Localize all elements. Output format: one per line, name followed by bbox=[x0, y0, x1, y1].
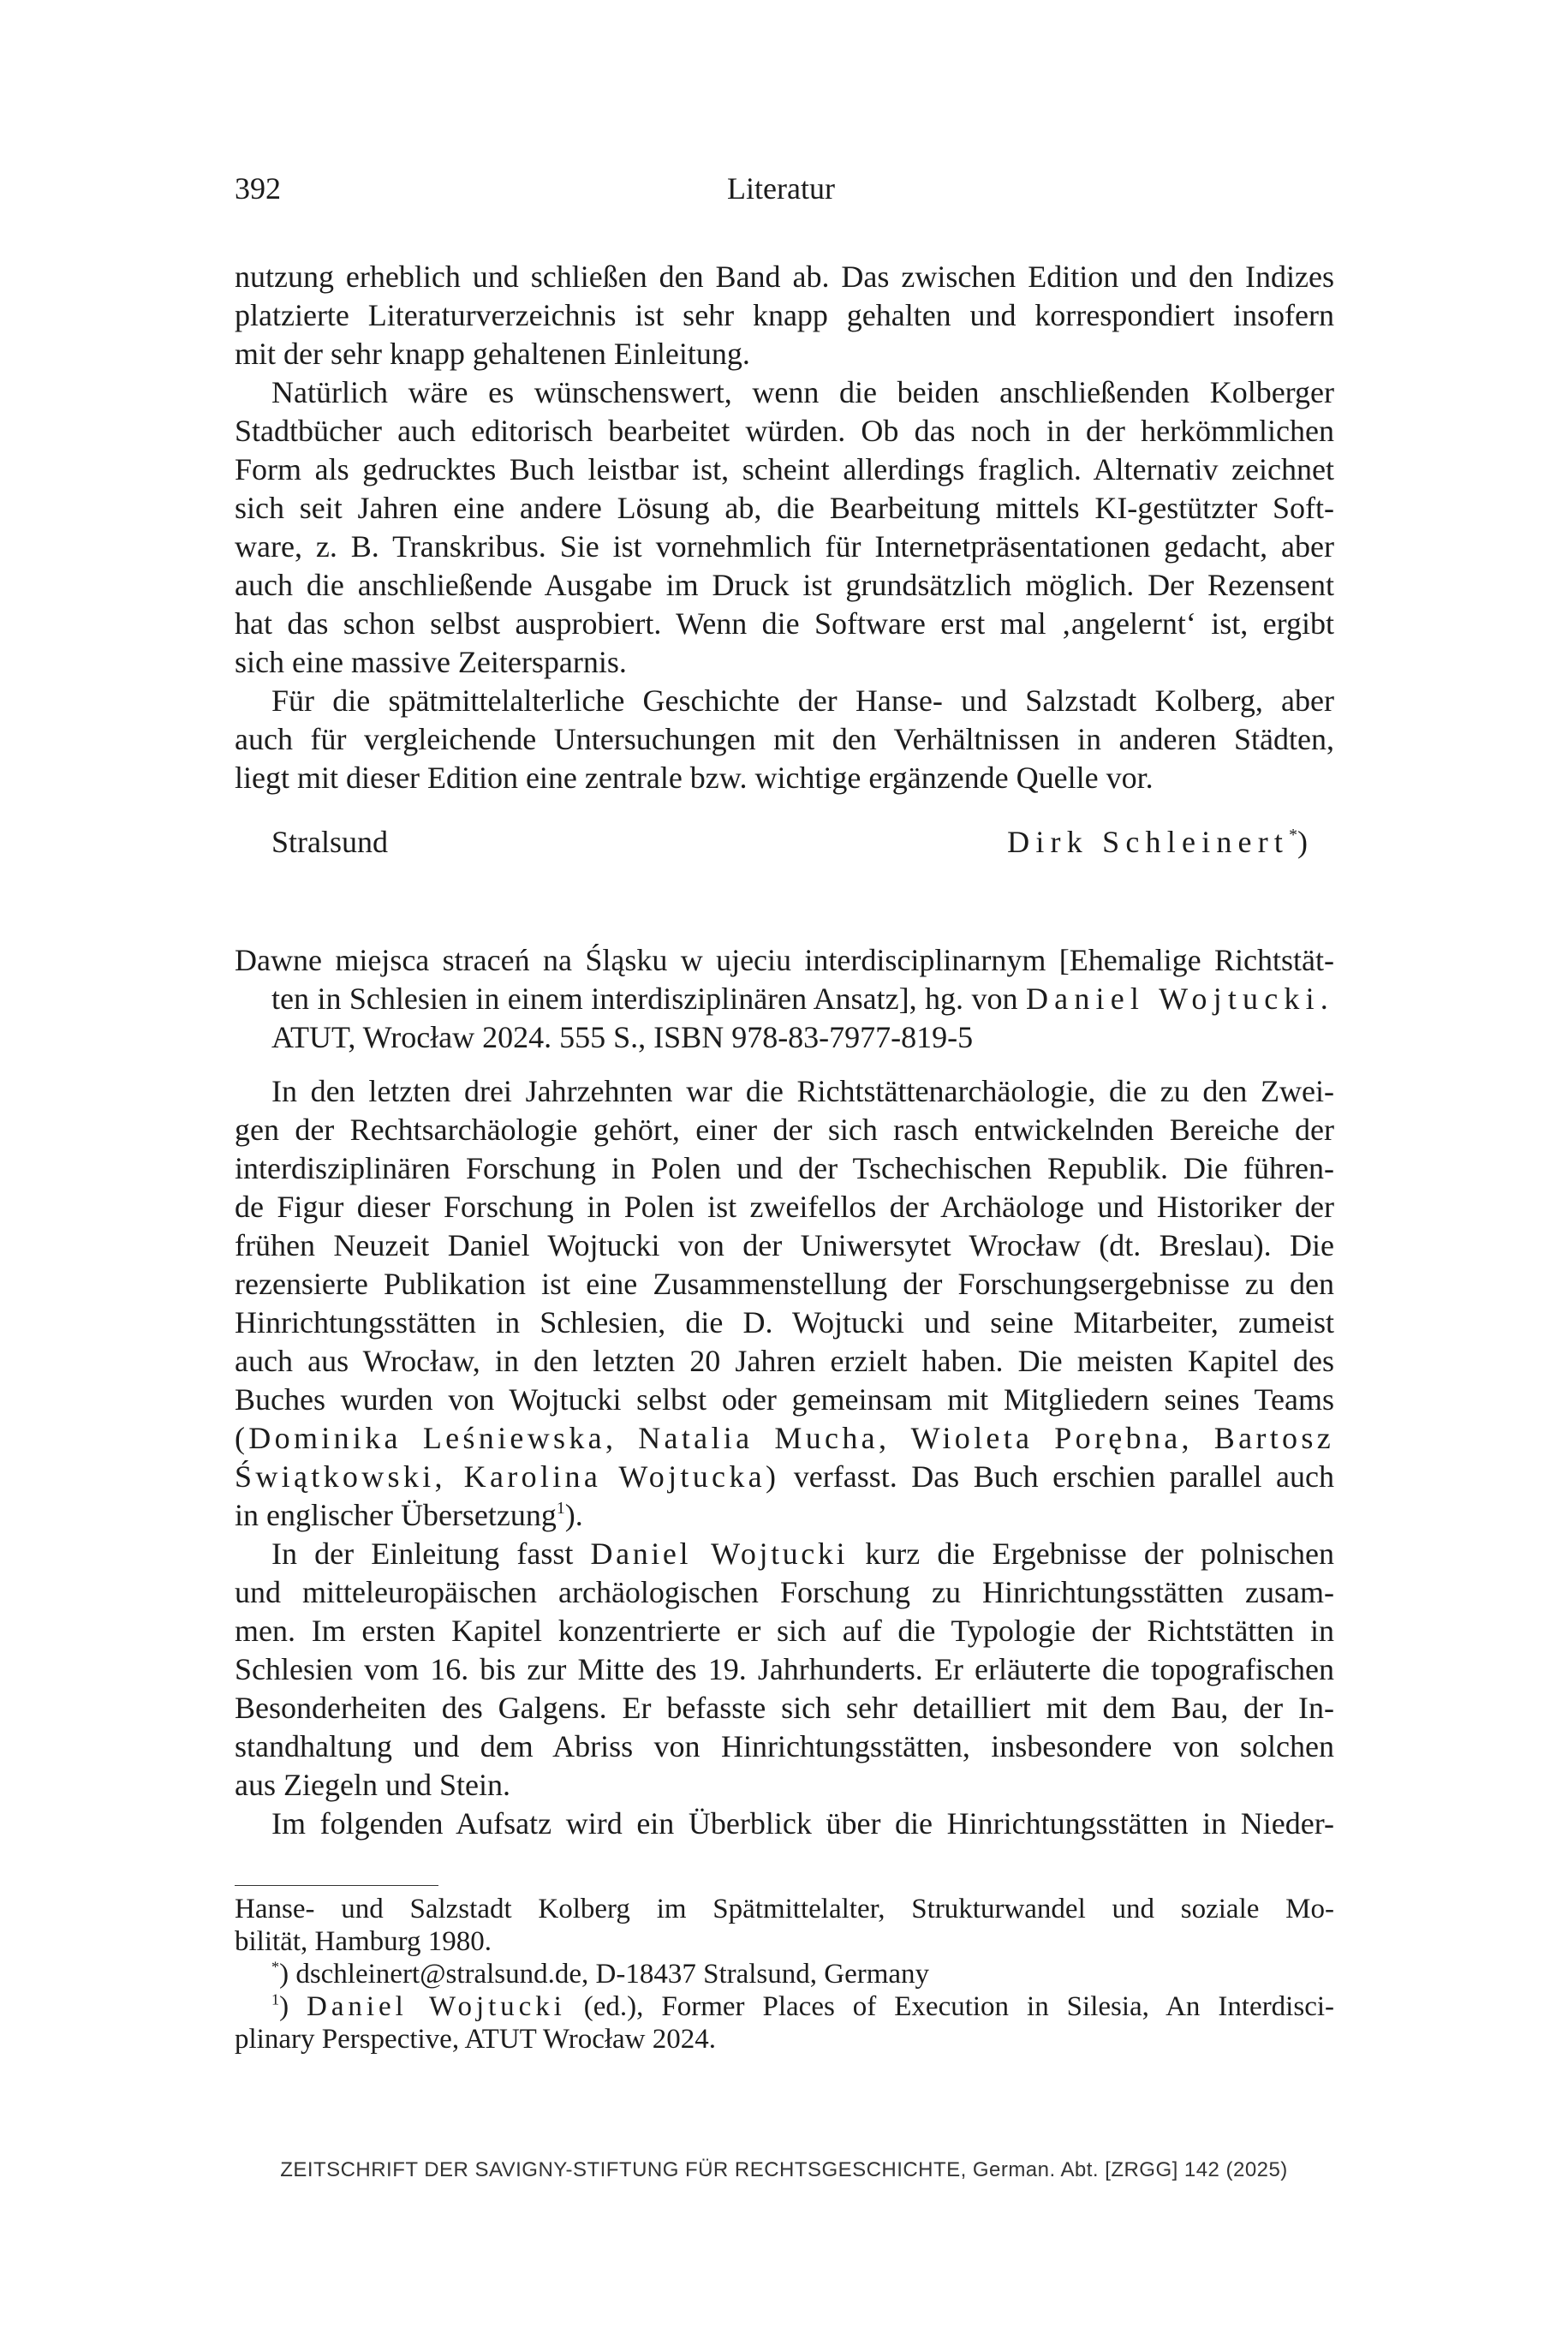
footnote-line: Hanse- und Salzstadt Kolberg im Spätmittelalter, Strukturwandel und soziale Mo- bbox=[235, 1894, 1334, 1924]
text-line: men. Im ersten Kapitel konzentrierte er sich auf die Typologie der Richtstätten in bbox=[235, 1614, 1334, 1648]
text-line: frühen Neuzeit Daniel Wojtucki von der Uniwersytet Wrocław (dt. Breslau). Die bbox=[235, 1228, 1334, 1262]
text-line: sich eine massive Zeitersparnis. bbox=[235, 645, 627, 679]
text-line: interdisziplinären Forschung in Polen und der Tschechischen Republik. Die führen- bbox=[235, 1151, 1334, 1185]
running-title: Literatur bbox=[727, 171, 835, 206]
footnotes bbox=[235, 1893, 1334, 2056]
text-line bbox=[235, 1458, 1334, 1496]
text-line: auch aus Wrocław, in den letzten 20 Jahren erzielt haben. Die meisten Kapitel des bbox=[235, 1344, 1334, 1378]
footnote-author: Daniel Wojtucki bbox=[307, 1991, 566, 2022]
text-line: Schlesien vom 16. bis zur Mitte des 19. Jahrhunderts. Er erläuterte die topografischen bbox=[235, 1652, 1334, 1686]
text-line: mit der sehr knapp gehaltenen Einleitung. bbox=[235, 337, 750, 371]
text-line: Buches wurden von Wojtucki selbst oder gemeinsam mit Mitgliedern seines Teams bbox=[235, 1382, 1334, 1417]
text-line: ware, z. B. Transkribus. Sie ist vornehmlich für Internetpräsentationen gedacht, aber bbox=[235, 529, 1334, 564]
text-line: und mitteleuropäischen archäologischen Forschung zu Hinrichtungsstätten zusam- bbox=[235, 1575, 1334, 1609]
footnote-mark: * bbox=[1289, 826, 1297, 845]
page-number: 392 bbox=[235, 171, 281, 206]
text-line: de Figur dieser Forschung in Polen ist zweifellos der Archäologe und Historiker der bbox=[235, 1190, 1334, 1224]
text-line: In den letzten drei Jahrzehnten war die Richtstättenarchäologie, die zu den Zwei- bbox=[271, 1074, 1334, 1108]
text-line: sich seit Jahren eine andere Lösung ab, die Bearbeitung mittels KI-gestützter Soft- bbox=[235, 491, 1334, 525]
footnote-1 bbox=[235, 1990, 1334, 2023]
footnote-text: ) dschleinert@stralsund.de, D-18437 Stralsund, Germany bbox=[279, 1959, 930, 1990]
title-line bbox=[235, 980, 1334, 1018]
text-line: Für die spätmittelalterliche Geschichte der Hanse- und Salzstadt Kolberg, aber bbox=[271, 683, 1334, 718]
text-line: Besonderheiten des Galgens. Er befasste sich sehr detailliert mit dem Bau, der In- bbox=[235, 1691, 1334, 1725]
reviewer-paren: ) bbox=[1297, 825, 1308, 859]
footnote-divider bbox=[235, 1885, 438, 1886]
footnote-line: bilität, Hamburg 1980. bbox=[235, 1926, 492, 1957]
text-line-team: (Dominika Leśniewska, Natalia Mucha, Wioleta Porębna, Bartosz bbox=[235, 1421, 1334, 1455]
text-line: Hinrichtungsstätten in Schlesien, die D. Wojtucki und seine Mitarbeiter, zumeist bbox=[235, 1305, 1334, 1340]
text-line bbox=[235, 1535, 1334, 1573]
text-main: in englischer Übersetzung bbox=[235, 1498, 557, 1532]
footnote-mark: 1 bbox=[271, 1990, 280, 2008]
text-line: rezensierte Publikation ist eine Zusammenstellung der Forschungsergebnisse zu den bbox=[235, 1267, 1334, 1301]
author-name: Daniel Wojtucki bbox=[590, 1536, 849, 1571]
text-line: Form als gedrucktes Buch leistbar ist, scheint allerdings fraglich. Alternativ zeichnet bbox=[235, 452, 1334, 486]
text-line: auch die anschließende Ausgabe im Druck ist grundsätzlich möglich. Der Rezensent bbox=[235, 568, 1334, 602]
footnote-text: (ed.), Former Places of Execution in Silesia, An Interdisci- bbox=[565, 1991, 1334, 2022]
review-text-richtstaetten bbox=[235, 1072, 1334, 1843]
text-line: hat das schon selbst ausprobiert. Wenn die Software erst mal ‚angelernt‘ ist, ergibt bbox=[235, 606, 1334, 641]
footnote-paren: ) bbox=[279, 1991, 307, 2022]
text-line: nutzung erheblich und schließen den Band ab. Das zwischen Edition und den Indizes bbox=[235, 260, 1334, 294]
text-line: Natürlich wäre es wünschenswert, wenn die beiden anschließenden Kolberger bbox=[271, 375, 1334, 409]
text-rest: verfasst. Das Buch erschien parallel auch bbox=[779, 1459, 1334, 1494]
footnote-star bbox=[235, 1958, 1334, 1990]
review-author-signature bbox=[1007, 823, 1308, 862]
text-line: standhaltung und dem Abriss von Hinrichtungsstätten, insbesondere von solchen bbox=[235, 1729, 1334, 1763]
text-line: liegt mit dieser Edition eine zentrale bzw. wichtige ergänzende Quelle vor. bbox=[235, 761, 1154, 795]
review-place: Stralsund bbox=[271, 825, 389, 859]
text-line: Im folgenden Aufsatz wird ein Überblick über die Hinrichtungsstätten in Nieder- bbox=[271, 1806, 1334, 1841]
team-names: Świątkowski, Karolina Wojtucka) bbox=[235, 1459, 780, 1494]
text-end: ). bbox=[564, 1498, 583, 1532]
text-line: gen der Rechtsarchäologie gehört, einer der sich rasch entwickelnden Bereiche der bbox=[235, 1113, 1334, 1147]
title-line: Dawne miejsca straceń na Śląsku w ujeciu interdisciplinarnym [Ehemalige Richtstät- bbox=[235, 943, 1334, 977]
footnote-mark: * bbox=[271, 1958, 280, 1976]
text-line: platzierte Literaturverzeichnis ist sehr knapp gehalten und korrespondiert insofern bbox=[235, 298, 1334, 332]
footnote-line: plinary Perspective, ATUT Wrocław 2024. bbox=[235, 2024, 716, 2055]
text-line: Stadtbücher auch editorisch bearbeitet würden. Ob das noch in der herkömmlichen bbox=[235, 414, 1334, 448]
title-line: ATUT, Wrocław 2024. 555 S., ISBN 978-83-7977-819-5 bbox=[271, 1020, 974, 1054]
title-line-text: ten in Schlesien in einem interdisziplinären Ansatz], hg. von bbox=[271, 982, 1018, 1016]
editor-name: Daniel Wojtucki. bbox=[1025, 982, 1335, 1016]
text-line: aus Ziegeln und Stein. bbox=[235, 1768, 510, 1802]
text-line: auch für vergleichende Untersuchungen mit den Verhältnissen in anderen Städten, bbox=[235, 722, 1334, 756]
review-title-dawne-miejsca bbox=[235, 941, 1334, 1057]
text-a: In der Einleitung fasst bbox=[271, 1536, 591, 1571]
journal-footer: ZEITSCHRIFT DER SAVIGNY-STIFTUNG FÜR RECHTSGESCHICHTE, German. Abt. [ZRGG] 142 (2025) bbox=[280, 2158, 1288, 2181]
footnote-mark: 1 bbox=[556, 1499, 565, 1519]
review-text-kolberg bbox=[235, 258, 1334, 797]
text-line bbox=[235, 1496, 1334, 1535]
reviewer-name: Dirk Schleinert bbox=[1007, 825, 1290, 859]
text-b: kurz die Ergebnisse der polnischen bbox=[848, 1536, 1334, 1571]
